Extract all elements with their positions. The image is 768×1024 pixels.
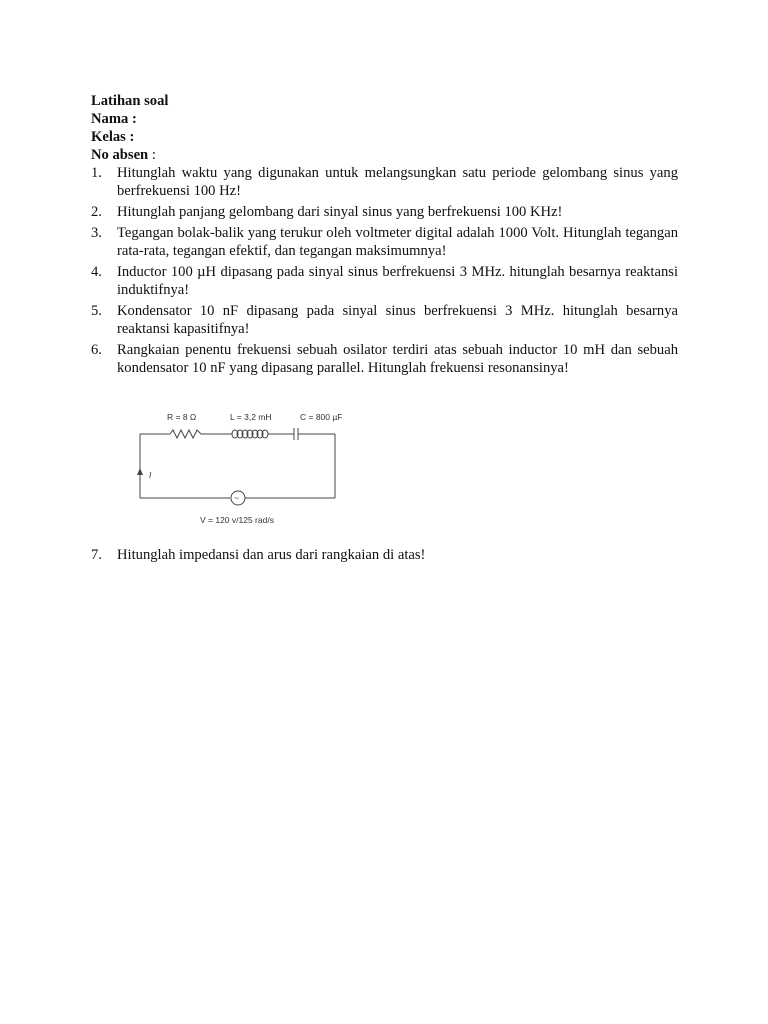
rlc-circuit-diagram	[130, 406, 350, 532]
question-number: 7.	[91, 547, 102, 563]
question-item	[91, 302, 678, 338]
question-item	[91, 341, 678, 377]
question-text: Kondensator 10 nF dipasang pada sinyal sinus berfrekuensi 3 MHz. hitunglah besarnya reaktansi kapasitifnya!	[117, 302, 678, 337]
worksheet-body	[91, 92, 678, 380]
worksheet-title: Latihan soal	[91, 93, 169, 109]
question-item	[91, 263, 678, 299]
question-item	[91, 224, 678, 260]
current-arrow-icon	[137, 468, 143, 475]
resistor-symbol	[170, 430, 201, 438]
absen-label: No absen	[91, 147, 149, 163]
name-label: Nama :	[91, 111, 137, 127]
absen-colon: :	[148, 147, 156, 163]
question-number: 3.	[91, 224, 102, 241]
question-number: 4.	[91, 263, 102, 280]
question-text: Inductor 100 µH dipasang pada sinyal sinus berfrekuensi 3 MHz. hitunglah besarnya reaktansi induktifnya!	[117, 263, 678, 298]
resistor-label: R = 8 Ω	[167, 412, 197, 422]
question-text: Rangkaian penentu frekuensi sebuah osilator terdiri atas sebuah inductor 10 mH dan sebuah kondensator 10 nF yang dipasang parallel. Hitunglah frekuensi resonansinya!	[117, 341, 678, 376]
question-item	[91, 203, 678, 221]
question-number: 5.	[91, 302, 102, 319]
circuit-svg	[130, 406, 350, 532]
question-number: 1.	[91, 165, 102, 181]
ac-source-symbol: ~	[234, 493, 239, 503]
inductor-label: L = 3,2 mH	[230, 412, 272, 422]
current-label: I	[149, 470, 152, 480]
question-text: Tegangan bolak-balik yang terukur oleh voltmeter digital adalah 1000 Volt. Hitunglah tegangan rata-rata, tegangan efektif, dan tegangan maksimumnya!	[117, 224, 678, 259]
question-text: Hitunglah impedansi dan arus dari rangkaian di atas!	[117, 547, 426, 563]
question-text: Hitunglah waktu yang digunakan untuk melangsungkan satu periode gelombang sinus yang berfrekuensi 100 Hz!	[117, 165, 678, 200]
question-text: Hitunglah panjang gelombang dari sinyal sinus yang berfrekuensi 100 KHz!	[117, 204, 563, 220]
question-list	[91, 164, 678, 377]
inductor-symbol	[232, 430, 268, 438]
question-item	[91, 546, 678, 564]
class-label: Kelas :	[91, 129, 135, 145]
source-label: V = 120 v/125 rad/s	[200, 515, 274, 525]
question-number: 6.	[91, 341, 102, 358]
capacitor-label: C = 800 µF	[300, 412, 343, 422]
absen-line	[91, 146, 678, 164]
question-item	[91, 164, 678, 200]
question-number: 2.	[91, 204, 102, 220]
question-7	[91, 546, 678, 567]
